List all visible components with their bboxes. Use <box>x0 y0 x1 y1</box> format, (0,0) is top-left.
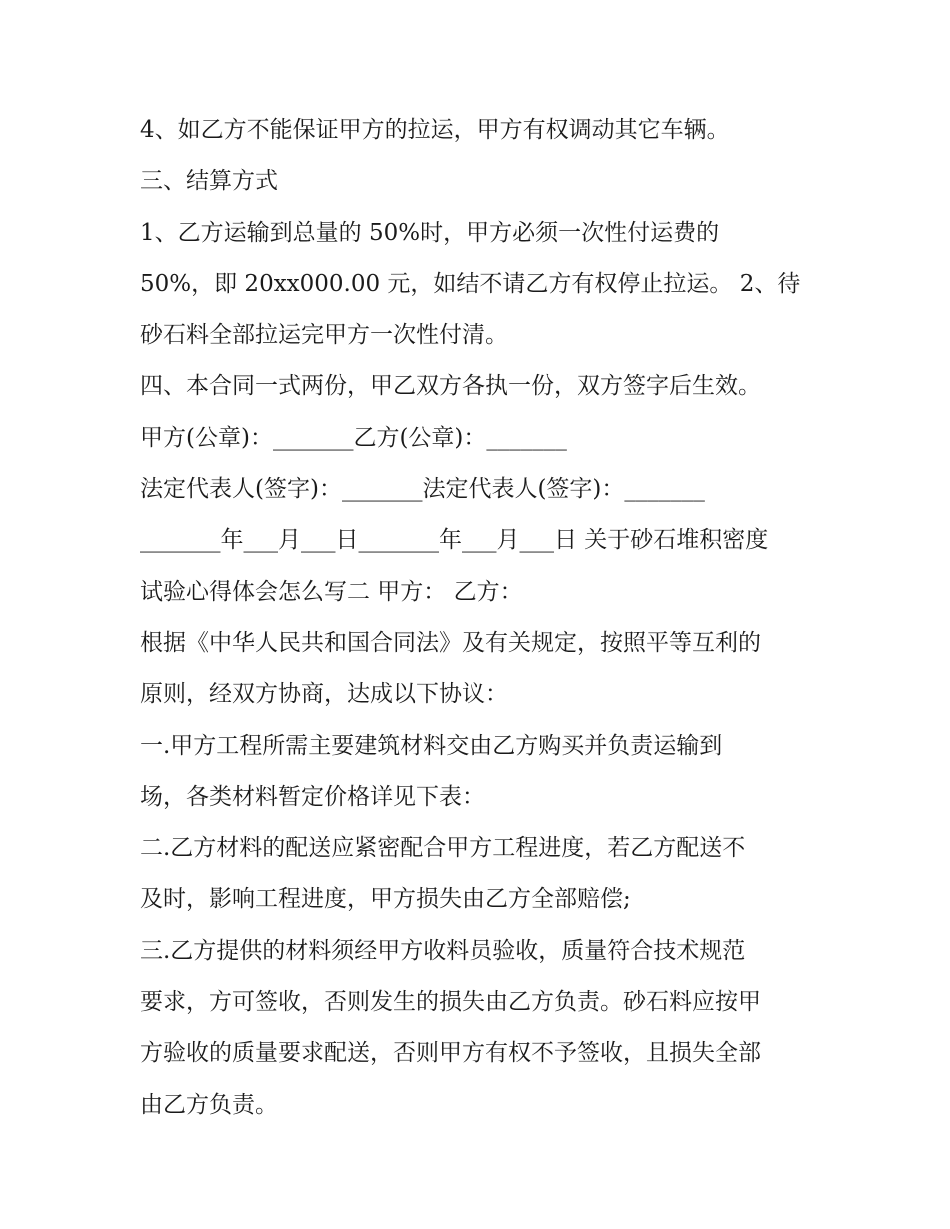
signature-line-representative: 法定代表人(签字)：_______法定代表人(签字)：_______ <box>140 476 705 503</box>
text-line: 四、本合同一式两份，甲乙双方各执一份，双方签字后生效。 <box>140 373 761 400</box>
section-heading-settlement: 三、结算方式 <box>140 168 278 195</box>
text-line: 要求，方可签收，否则发生的损失由乙方负责。砂石料应按甲 <box>140 989 761 1016</box>
text-line: 根据《中华人民共和国合同法》及有关规定，按照平等互利的 <box>140 629 761 656</box>
text-line-transport-right: 4、如乙方不能保证甲方的拉运，甲方有权调动其它车辆。 <box>140 117 730 143</box>
text-line: 砂石料全部拉运完甲方一次性付清。 <box>140 322 508 349</box>
clause-line: 二.乙方材料的配送应紧密配合甲方工程进度，若乙方配送不 <box>140 835 746 862</box>
text-line: 方验收的质量要求配送，否则甲方有权不予签收，且损失全部 <box>140 1040 761 1067</box>
document-body <box>140 105 830 1131</box>
text-line: 场，各类材料暂定价格详见下表： <box>140 783 485 810</box>
text-line: 及时，影响工程进度，甲方损失由乙方全部赔偿; <box>140 886 631 913</box>
text-line: 试验心得体会怎么写二 甲方： 乙方： <box>140 578 523 605</box>
text-line: 由乙方负责。 <box>140 1091 278 1118</box>
clause-line: 一.甲方工程所需主要建筑材料交由乙方购买并负责运输到 <box>140 732 723 759</box>
date-line: _______年___月___日_______年___月___日 关于砂石堆积密度 <box>140 527 769 554</box>
signature-line-seal: 甲方(公章)：_______乙方(公章)：_______ <box>140 424 567 451</box>
text-line: 1、乙方运输到总量的 50%时，甲方必须一次性付运费的 <box>140 219 720 246</box>
clause-line: 三.乙方提供的材料须经甲方收料员验收，质量符合技术规范 <box>140 937 746 964</box>
text-line: 原则，经双方协商，达成以下协议： <box>140 681 508 708</box>
text-line: 50%，即 20xx000.00 元，如结不请乙方有权停止拉运。 2、待 <box>140 270 801 297</box>
